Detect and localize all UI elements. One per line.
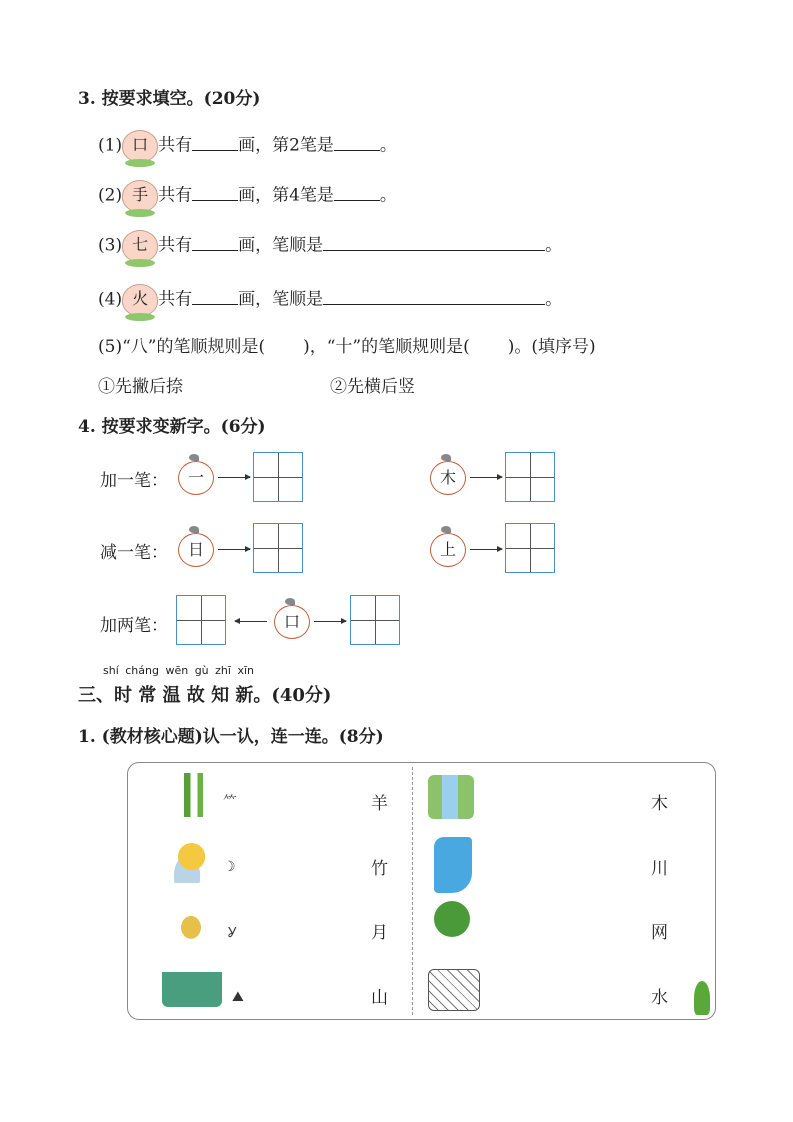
text: 。: [545, 289, 563, 310]
option-1: ①先撇后捺: [98, 377, 183, 397]
writing-grid[interactable]: [505, 452, 555, 502]
arrow-right-icon: [470, 549, 502, 550]
option-2: ②先横后竖: [330, 377, 415, 397]
text: 。: [379, 185, 397, 206]
peach-char: 口: [122, 130, 158, 162]
q3-item-2: [98, 180, 397, 212]
q3-item-4: [98, 284, 562, 316]
text: 画，笔顺是: [238, 235, 324, 256]
q3-item-5: [98, 332, 596, 357]
pinyin: shí cháng wēn gù zhī xīn: [103, 664, 254, 677]
arrow-right-icon: [314, 621, 346, 622]
answer-blank[interactable]: [192, 290, 238, 305]
answer-blank[interactable]: [334, 136, 380, 151]
item-number: (3): [98, 235, 123, 256]
river-picture: [434, 837, 472, 893]
grass-decoration-icon: [694, 981, 710, 1015]
bamboo-picture: [170, 773, 216, 817]
peach-char: 火: [122, 284, 158, 316]
item-number: (2): [98, 185, 123, 206]
moon-glyph: ☽: [223, 859, 236, 875]
label-add-one: 加一笔：: [100, 471, 168, 491]
tree-picture: [434, 901, 470, 937]
q4-title: 4. 按要求变新字。(6分): [78, 417, 266, 437]
goat-glyph: Ỿ: [228, 925, 237, 941]
q3-title: 3. 按要求填空。(20分): [78, 89, 261, 109]
text: 。: [379, 135, 397, 156]
writing-grid[interactable]: [253, 452, 303, 502]
char-yang[interactable]: 羊: [371, 794, 388, 814]
char-wang[interactable]: 网: [651, 923, 668, 943]
q3-item-3: [98, 230, 562, 262]
label-minus-one: 减一笔：: [100, 543, 168, 563]
text: 画，第4笔是: [238, 185, 334, 206]
char-shui[interactable]: 水: [651, 988, 668, 1008]
net-picture: [428, 969, 480, 1011]
text: 画，第2笔是: [238, 135, 334, 156]
char-chuan[interactable]: 川: [651, 859, 668, 879]
apple-char: 上: [430, 533, 466, 567]
item-number: (4): [98, 289, 123, 310]
arrow-right-icon: [218, 477, 250, 478]
answer-blank[interactable]: [323, 290, 545, 305]
moon-picture: [164, 839, 210, 883]
q3-item-1: [98, 130, 397, 162]
text: 共有: [158, 235, 193, 256]
peach-char: 手: [122, 180, 158, 212]
divider: [412, 767, 413, 1015]
peach-char: 七: [122, 230, 158, 262]
text: )，“十”的笔顺规则是(: [303, 337, 470, 357]
answer-blank[interactable]: [192, 236, 238, 251]
waterfall-picture: [428, 775, 474, 819]
char-zhu[interactable]: 竹: [371, 859, 388, 879]
answer-blank[interactable]: [192, 136, 238, 151]
answer-blank[interactable]: [192, 186, 238, 201]
arrow-right-icon: [470, 477, 502, 478]
answer-blank[interactable]: [323, 236, 545, 251]
text: )。(填序号): [507, 337, 596, 357]
bamboo-glyph: ⺮: [223, 794, 237, 810]
arrow-right-icon: [218, 549, 250, 550]
matching-box: [127, 762, 716, 1020]
mountain-picture: [162, 963, 222, 1007]
text: 共有: [158, 135, 193, 156]
label-add-two: 加两笔：: [100, 616, 168, 636]
item-number: (1): [98, 135, 123, 156]
answer-blank[interactable]: [334, 186, 380, 201]
writing-grid[interactable]: [253, 523, 303, 573]
arrow-left-icon: [235, 621, 267, 622]
text: 。: [545, 235, 563, 256]
char-shan[interactable]: 山: [371, 988, 388, 1008]
writing-grid[interactable]: [176, 595, 226, 645]
writing-grid[interactable]: [505, 523, 555, 573]
apple-char: 日: [178, 533, 214, 567]
char-yue[interactable]: 月: [371, 923, 388, 943]
text: 共有: [158, 185, 193, 206]
text: (5)“八”的笔顺规则是(: [98, 337, 266, 357]
text: 画，笔顺是: [238, 289, 324, 310]
section3-title: 三、时 常 温 故 知 新。(40分): [78, 685, 332, 706]
apple-char: 口: [274, 605, 310, 639]
mountain-glyph: ⛰: [232, 989, 244, 1005]
writing-grid[interactable]: [350, 595, 400, 645]
q1-title: 1. (教材核心题)认一认，连一连。(8分): [78, 727, 384, 747]
char-mu[interactable]: 木: [651, 794, 668, 814]
text: 共有: [158, 289, 193, 310]
apple-char: 一: [178, 461, 214, 495]
apple-char: 木: [430, 461, 466, 495]
goat-picture: [168, 901, 214, 945]
